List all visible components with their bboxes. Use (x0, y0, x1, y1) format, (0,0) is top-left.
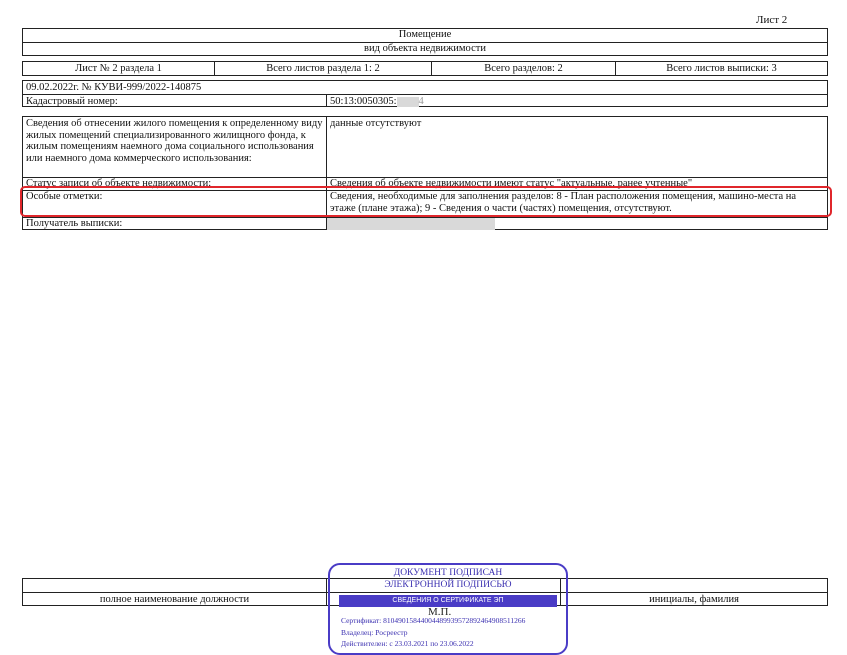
position-caption: полное наименование должности (99, 594, 250, 605)
stamp-validity: Действителен: с 23.03.2021 по 23.06.2022 (341, 639, 474, 648)
housing-type-label: Сведения об отнесении жилого помещения к определенному виду жилых помещений специализированного жилищного фонда, к жилым помещениям наемного дома социального использования или наемного дома коммерческого использования: (26, 118, 323, 164)
cadastral-number (327, 95, 447, 107)
name-caption: инициалы, фамилия (649, 594, 739, 605)
object-type-caption: вид объекта недвижимости (364, 43, 486, 54)
seal-mark: М.П. (428, 606, 452, 618)
stamp-subtitle: ЭЛЕКТРОННОЙ ПОДПИСЬЮ (384, 580, 512, 590)
record-header (22, 80, 828, 107)
special-notes-label: Особые отметки: (26, 191, 103, 202)
stamp-owner: Владелец: Росреестр (341, 628, 408, 637)
total-sheets-section: Всего листов раздела 1: 2 (266, 63, 380, 74)
extract-date-number: 09.02.2022г. № КУВИ-999/2022-140875 (26, 82, 202, 93)
special-notes-value: Сведения, необходимые для заполнения разделов: 8 - План расположения помещения, машино-места на этаже (плане этажа); 9 - Сведения о части (частях) помещения, отсутствуют. (330, 191, 797, 214)
stamp-certificate-bar: СВЕДЕНИЯ О СЕРТИФИКАТЕ ЭП (339, 595, 557, 607)
total-sheets-extract: Всего листов выписки: 3 (666, 63, 777, 74)
title-block (22, 28, 828, 56)
cadastral-number-suffix: 4 (418, 96, 424, 107)
object-type: Помещение (398, 29, 452, 40)
total-sections: Всего разделов: 2 (484, 63, 563, 74)
sheet-number: Лист 2 (756, 14, 788, 26)
stamp-title: ДОКУМЕНТ ПОДПИСАН (393, 568, 503, 578)
special-notes-highlight (20, 186, 832, 217)
record-status-label: Статус записи об объекте недвижимости: (26, 178, 212, 189)
housing-type-value: данные отсутствуют (330, 118, 422, 129)
recipient-label: Получатель выписки: (26, 218, 123, 229)
redacted-block (397, 97, 419, 107)
recipient-redacted (327, 218, 495, 230)
record-status-value: Сведения об объекте недвижимости имеют статус "актуальные, ранее учтенные" (330, 178, 693, 189)
cadastral-label: Кадастровый номер: (26, 96, 118, 107)
sheet-counts-row (22, 61, 828, 76)
stamp-certificate: Сертификат: 81049015844004489939572892464908511266 (341, 616, 526, 625)
sheet-of-section: Лист № 2 раздела 1 (75, 63, 162, 74)
cadastral-number-value: 50:13:0050305: (330, 96, 397, 107)
